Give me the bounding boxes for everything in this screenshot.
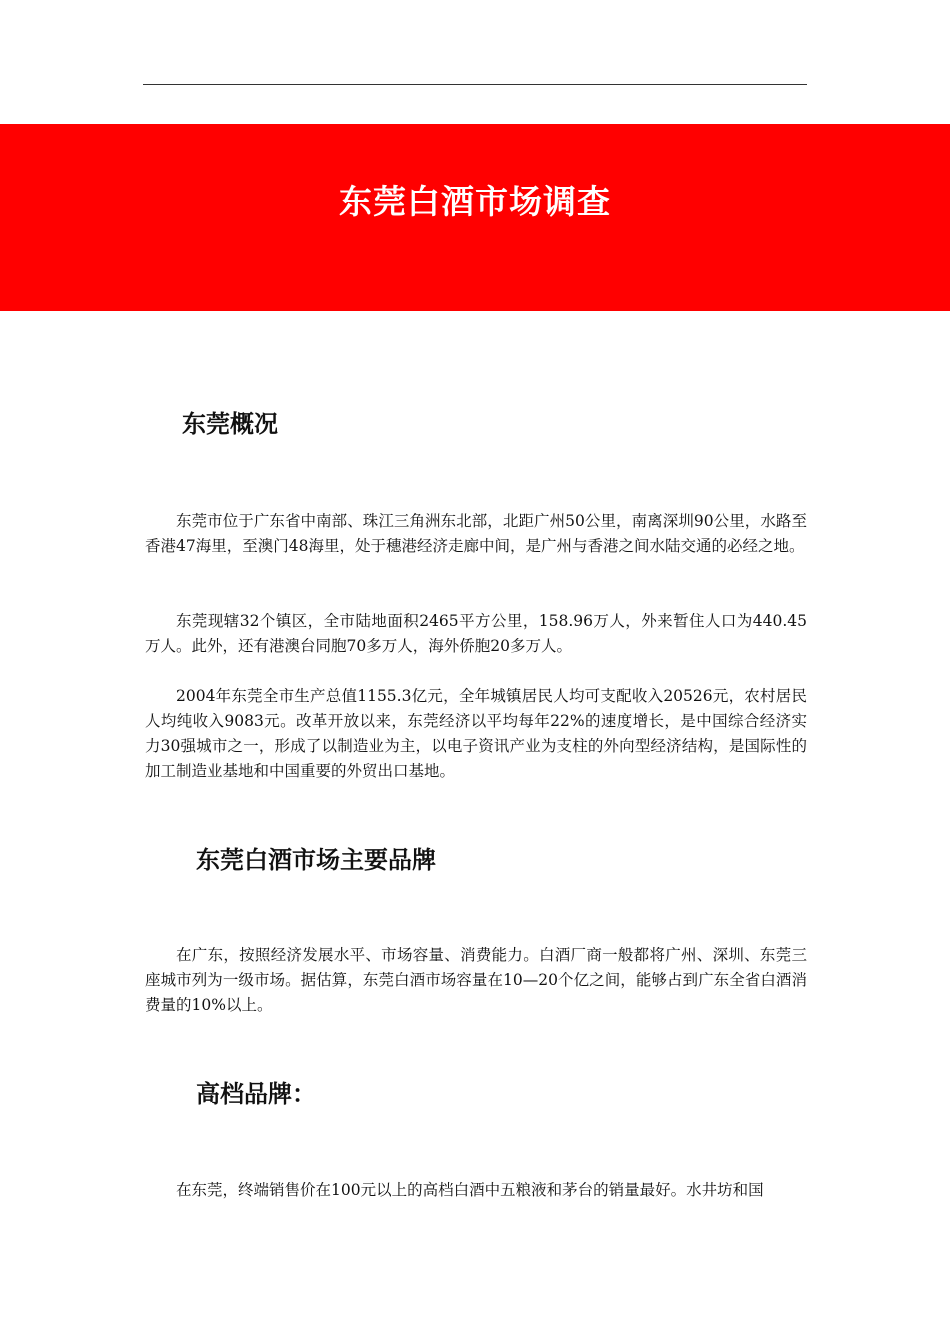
paragraph-location: 东莞市位于广东省中南部、珠江三角洲东北部，北距广州50公里，南离深圳90公里，水路至香港47海里，至澳门48海里，处于穗港经济走廊中间，是广州与香港之间水陆交通的必经之地。 bbox=[145, 512, 807, 555]
document-title: 东莞白酒市场调查 bbox=[339, 182, 611, 221]
paragraph-economy: 2004年东莞全市生产总值1155.3亿元，全年城镇居民人均可支配收入20526元，农村居民人均纯收入9083元。改革开放以来，东莞经济以平均每年22%的速度增长，是中国综合经济实力30强城市之一，形成了以制造业为主，以电子资讯产业为支柱的外向型经济结构，是国际性的加工制造业基地和中国重要的外贸出口基地。 bbox=[145, 687, 807, 780]
paragraph-premium-brands: 在东莞，终端销售价在100元以上的高档白酒中五粮液和茅台的销量最好。水井坊和国 bbox=[176, 1181, 764, 1199]
header-rule bbox=[143, 84, 807, 85]
paragraph-population: 东莞现辖32个镇区，全市陆地面积2465平方公里，158.96万人，外来暂住人口为440.45万人。此外，还有港澳台同胞70多万人，海外侨胞20多万人。 bbox=[145, 612, 807, 655]
title-banner bbox=[0, 124, 950, 311]
section-heading-premium: 高档品牌： bbox=[196, 1080, 316, 1108]
paragraph-market-size: 在广东，按照经济发展水平、市场容量、消费能力。白酒厂商一般都将广州、深圳、东莞三座城市列为一级市场。据估算，东莞白酒市场容量在10—20个亿之间，能够占到广东全省白酒消费量的10%以上。 bbox=[145, 946, 807, 1014]
section-heading-overview: 东莞概况 bbox=[182, 410, 278, 438]
section-heading-brands: 东莞白酒市场主要品牌 bbox=[196, 846, 436, 874]
